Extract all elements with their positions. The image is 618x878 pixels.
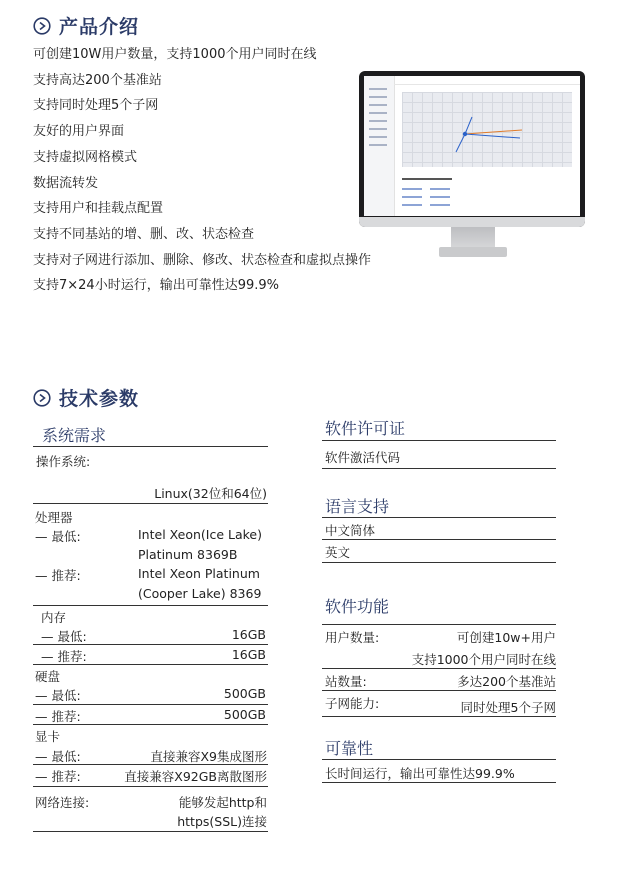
cpu-rec-value: Intel Xeon Platinum xyxy=(138,566,260,581)
monitor-frame xyxy=(359,71,585,227)
feature-item: 支持同时处理5个子网 xyxy=(33,98,159,114)
memory-min-label: — 最低: xyxy=(41,629,87,644)
app-topbar xyxy=(394,76,580,85)
disk-min-label: — 最低: xyxy=(35,688,81,703)
divider xyxy=(33,724,268,725)
feature-item: 支持虚拟网格模式 xyxy=(33,149,138,165)
divider xyxy=(33,704,268,705)
cpu-min-value: Intel Xeon(Ice Lake) xyxy=(138,527,262,542)
functions-heading: 软件功能 xyxy=(325,597,390,616)
divider xyxy=(33,644,268,645)
divider xyxy=(322,759,556,760)
product-section-header xyxy=(33,12,139,39)
memory-rec-label: — 推荐: xyxy=(41,649,87,664)
divider xyxy=(322,624,556,625)
app-sidebar xyxy=(364,76,395,216)
divider xyxy=(33,764,268,765)
disk-rec-label: — 推荐: xyxy=(35,709,81,724)
monitor-illustration xyxy=(359,71,585,259)
disk-label: 硬盘 xyxy=(35,669,61,684)
tech-title: 技术参数 xyxy=(59,388,140,410)
play-circle-icon xyxy=(33,389,51,407)
tech-section-header xyxy=(33,384,139,411)
divider xyxy=(322,668,556,669)
subnet-label: 子网能力: xyxy=(325,696,380,711)
divider xyxy=(322,562,556,563)
license-value: 软件激活代码 xyxy=(325,450,401,465)
network-value: 能够发起http和 xyxy=(178,795,267,810)
divider xyxy=(33,605,268,606)
divider xyxy=(322,517,556,518)
memory-min-value: 16GB xyxy=(231,627,266,642)
divider xyxy=(322,716,556,717)
grid-view xyxy=(402,92,572,167)
divider xyxy=(322,468,556,469)
disk-min-value: 500GB xyxy=(223,686,266,701)
users-value: 可创建10w+用户 xyxy=(456,630,556,645)
feature-item: 友好的用户界面 xyxy=(33,124,125,140)
divider xyxy=(322,440,556,441)
license-heading: 软件许可证 xyxy=(325,419,406,438)
feature-list xyxy=(33,42,371,299)
feature-item: 可创建10W用户数量，支持1000个用户同时在线 xyxy=(33,47,317,62)
stations-value: 多达200个基准站 xyxy=(457,674,556,689)
divider xyxy=(322,782,556,783)
divider xyxy=(33,446,268,447)
divider xyxy=(33,664,268,665)
language-heading: 语言支持 xyxy=(325,497,390,516)
gpu-label: 显卡 xyxy=(35,729,61,744)
memory-label: 内存 xyxy=(41,610,67,625)
network-label: 网络连接: xyxy=(35,795,90,810)
os-value: Linux(32位和64位) xyxy=(154,486,267,501)
reliability-heading: 可靠性 xyxy=(325,739,374,758)
feature-item: 支持对子网进行添加、删除、修改、状态检查和虚拟点操作 xyxy=(33,252,372,268)
subnet-value: 同时处理5个子网 xyxy=(460,700,556,715)
monitor-base xyxy=(439,247,507,257)
cpu-min-label: — 最低: xyxy=(35,529,81,544)
feature-item: 数据流转发 xyxy=(33,175,99,191)
feature-item: 支持7×24小时运行，输出可靠性达99.9% xyxy=(33,278,280,294)
stations-label: 站数量: xyxy=(325,674,367,689)
users-label: 用户数量: xyxy=(325,630,380,645)
users-value: 支持1000个用户同时在线 xyxy=(411,652,556,667)
software-screenshot xyxy=(364,76,580,216)
divider xyxy=(33,503,268,504)
gpu-min-label: — 最低: xyxy=(35,749,81,764)
product-title: 产品介绍 xyxy=(59,16,140,38)
divider xyxy=(322,690,556,691)
play-circle-icon xyxy=(33,17,51,35)
feature-item: 支持不同基站的增、删、改、状态检查 xyxy=(33,226,255,242)
cpu-label: 处理器 xyxy=(35,510,73,525)
os-label: 操作系统: xyxy=(36,454,91,469)
gpu-rec-label: — 推荐: xyxy=(35,769,81,784)
cpu-rec-label: — 推荐: xyxy=(35,568,81,583)
language-item: 中文简体 xyxy=(325,523,376,538)
reliability-value: 长时间运行，输出可靠性达99.9% xyxy=(325,766,515,781)
language-item: 英文 xyxy=(325,545,351,560)
divider xyxy=(33,786,268,787)
disk-rec-value: 500GB xyxy=(223,707,266,722)
network-lines xyxy=(402,92,572,167)
data-table xyxy=(402,176,572,212)
divider xyxy=(322,539,556,540)
feature-item: 支持用户和挂载点配置 xyxy=(33,201,164,217)
memory-rec-value: 16GB xyxy=(231,647,266,662)
gpu-min-value: 直接兼容X9集成图形 xyxy=(150,749,267,764)
cpu-min-value: Platinum 8369B xyxy=(138,547,238,562)
cpu-rec-value: (Cooper Lake) 8369 xyxy=(138,586,262,601)
gpu-rec-value: 直接兼容X92GB离散图形 xyxy=(124,769,267,784)
divider xyxy=(33,831,268,832)
monitor-stand xyxy=(451,227,495,249)
network-value: https(SSL)连接 xyxy=(177,814,267,829)
system-req-heading: 系统需求 xyxy=(42,426,107,445)
feature-item: 支持高达200个基准站 xyxy=(33,72,162,88)
monitor-chin xyxy=(359,217,585,227)
